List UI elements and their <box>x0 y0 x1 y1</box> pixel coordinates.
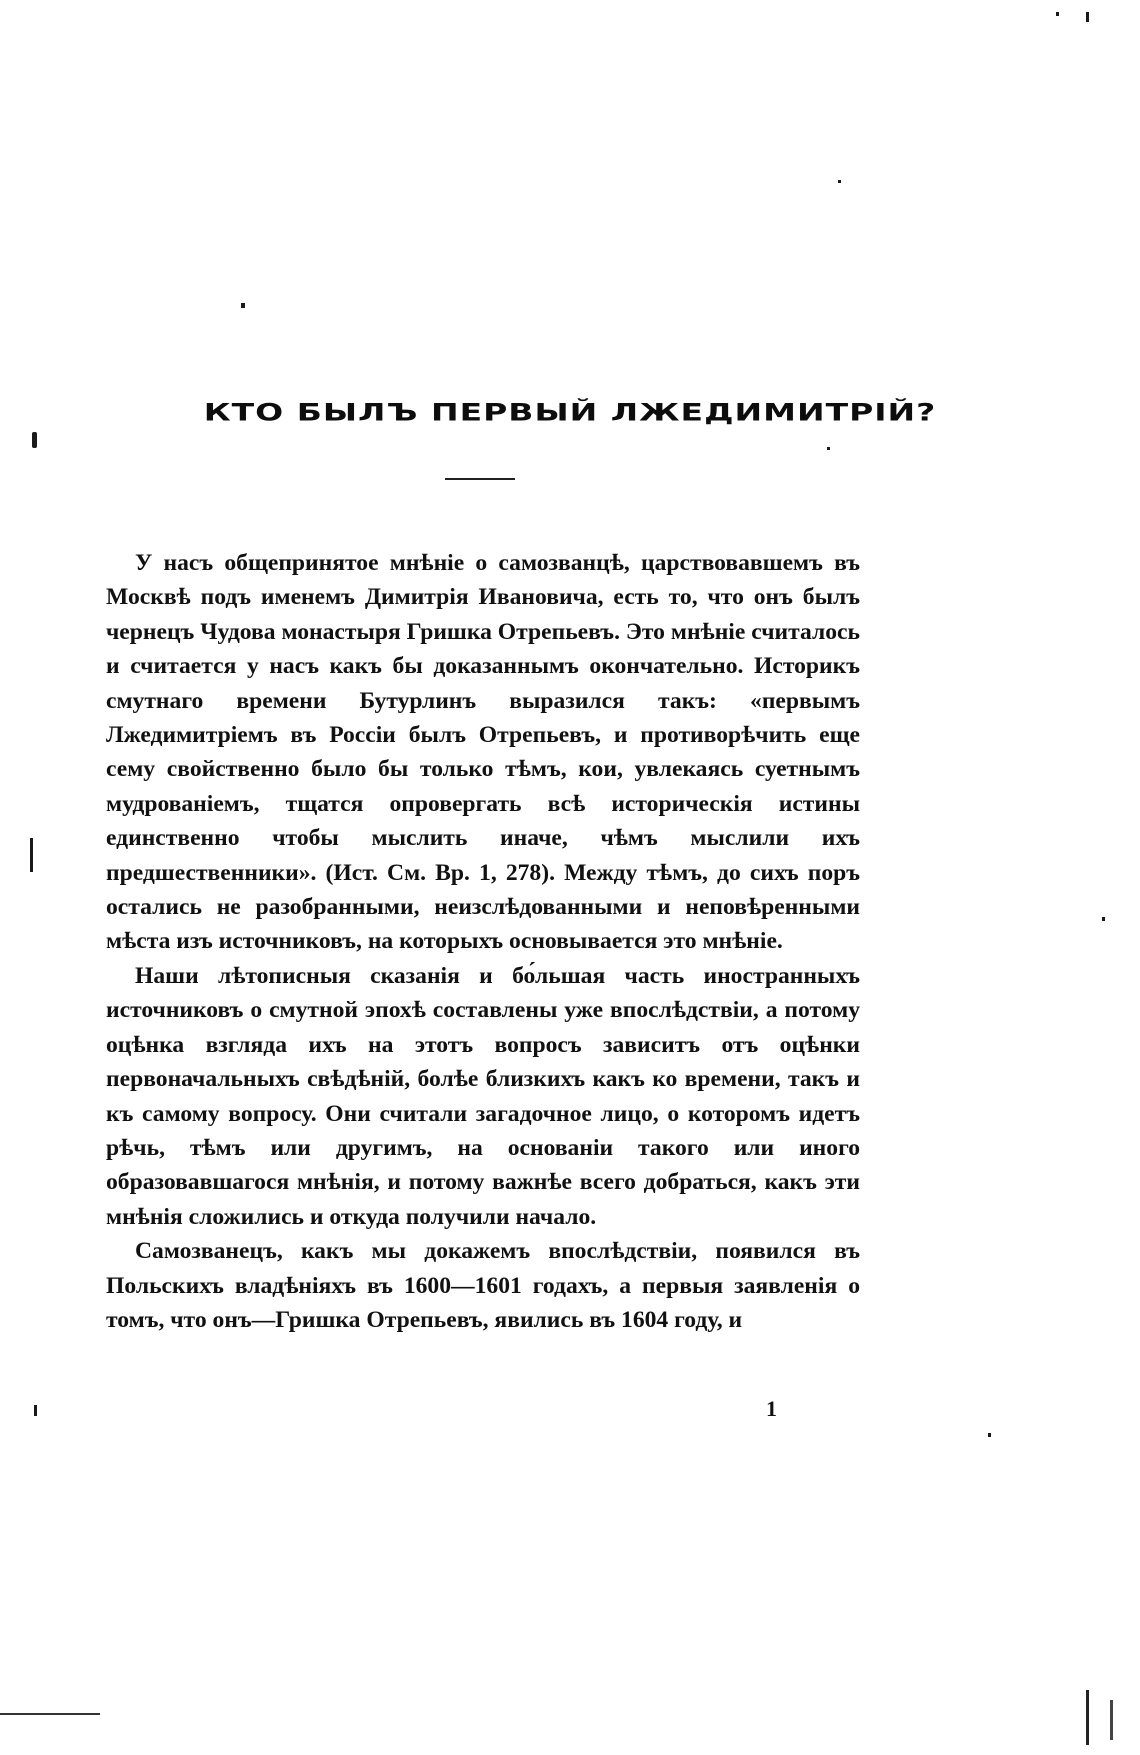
scan-speck <box>1086 12 1089 22</box>
scan-speck <box>30 838 33 872</box>
scan-speck <box>241 303 245 308</box>
scan-speck <box>32 432 37 448</box>
body-text <box>106 546 860 1337</box>
page-number: 1 <box>766 1396 777 1421</box>
title-divider <box>445 478 515 480</box>
scan-speck <box>1056 12 1059 16</box>
scan-speck <box>1102 917 1105 921</box>
chapter-title: КТО БЫЛЪ ПЕРВЫЙ ЛЖЕДИМИТРІЙ? <box>203 398 937 427</box>
scan-speck <box>838 180 841 183</box>
scan-speck <box>827 447 830 450</box>
scan-speck <box>988 1433 991 1437</box>
paragraph-2: Наши лѣтописныя сказанія и бо́льшая часть иностранныхъ источниковъ о смутной эпохѣ составлены уже впослѣдствіи, а потому оцѣнка взгляда ихъ на этотъ вопросъ зависитъ отъ оцѣнки первоначальныхъ свѣдѣній, болѣе близкихъ какъ ко времени, такъ и къ самому вопросу. Они считали загадочное лицо, о которомъ идетъ рѣчь, тѣмъ или другимъ, на основаніи такого или иного образовавшагося мнѣнія, и потому важнѣе всего добраться, какъ эти мнѣнія сложились и откуда получили начало. <box>106 962 860 1230</box>
scan-speck <box>0 1713 100 1715</box>
scan-speck <box>1086 1690 1089 1745</box>
scan-speck <box>34 1405 37 1416</box>
paragraph-3: Самозванецъ, какъ мы докажемъ впослѣдствіи, появился въ Польскихъ владѣніяхъ въ 1600—1601 годахъ, а первыя заявленія о томъ, что онъ—Гришка Отрепьевъ, явились въ 1604 году, и <box>106 1238 860 1333</box>
paragraph-1: У насъ общепринятое мнѣніе о самозванцѣ, царствовавшемъ въ Москвѣ подъ именемъ Димитрія Ивановича, есть то, что онъ былъ чернецъ Чудова монастыря Гришка Отрепьевъ. Это мнѣніе считалось и считается у насъ какъ бы доказаннымъ окончательно. Историкъ смутнаго времени Бутурлинъ выразился такъ: «первымъ Лжедимитріемъ въ Россіи былъ Отрепьевъ, и противорѣчить еще сему свойственно было бы только тѣмъ, кои, увлекаясь суетнымъ мудрованіемъ, тщатся опровергать всѣ историческія истины единственно чтобы мыслить иначе, чѣмъ мыслили ихъ предшественники». (Ист. См. Вр. 1, 278). Между тѣмъ, до сихъ поръ остались не разобранными, неизслѣдованными и неповѣренными мѣста изъ источниковъ, на которыхъ основывается это мнѣніе. <box>106 550 860 955</box>
scan-speck <box>1110 1700 1113 1740</box>
